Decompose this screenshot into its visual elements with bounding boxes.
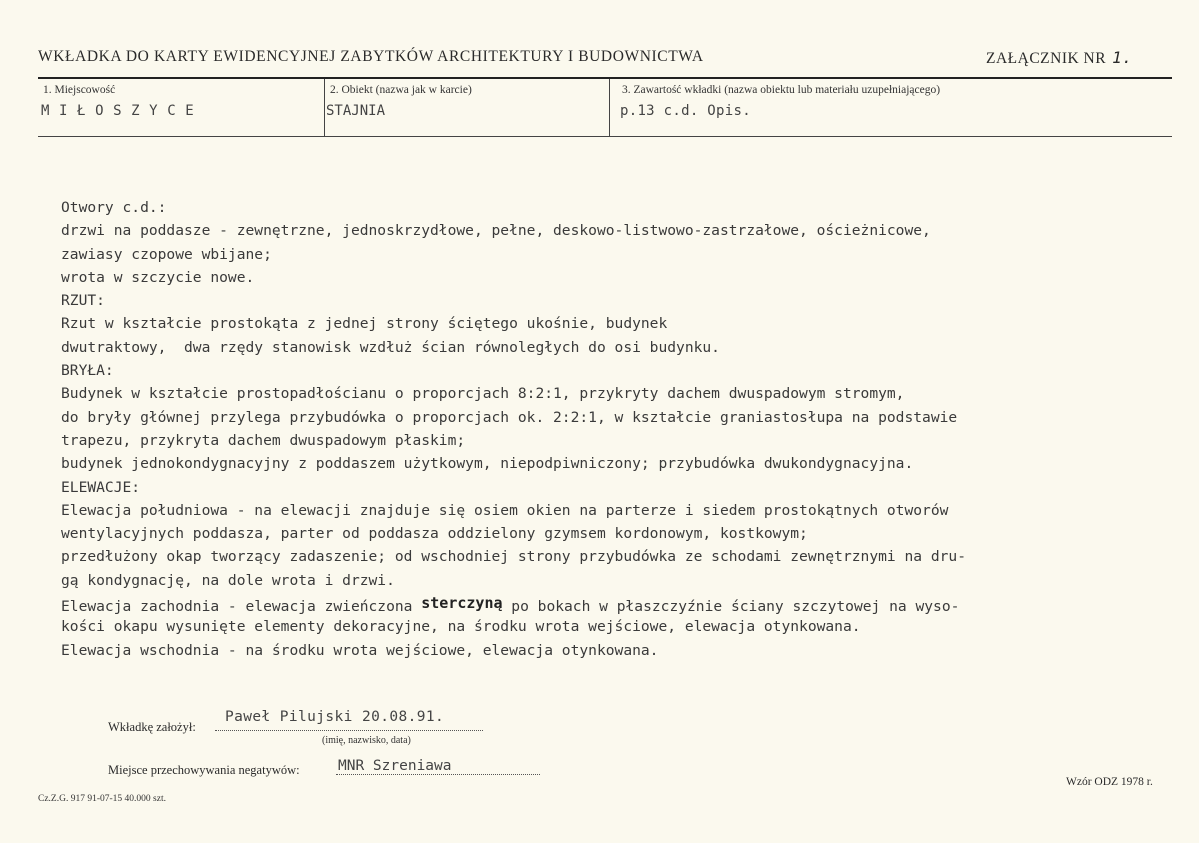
founder-dotted-line [215, 730, 483, 731]
form-title: WKŁADKA DO KARTY EWIDENCYJNEJ ZABYTKÓW ARCHITEKTURY I BUDOWNICTWA [38, 48, 704, 65]
insert-content-value: p.13 c.d. Opis. [620, 103, 751, 119]
description-text [61, 196, 966, 662]
description-line: budynek jednokondygnacyjny z poddaszem użytkowym, niepodpiwniczony; przybudówka dwukondygnacyjna. [61, 455, 914, 473]
founder-hint: (imię, nazwisko, data) [322, 735, 411, 746]
locality-value: MIŁOSZYCE [41, 103, 204, 119]
description-line: przedłużony okap tworzący zadaszenie; od wschodniej strony przybudówka ze schodami zewnętrznymi na dru- [61, 548, 966, 566]
description-fragment: Elewacja zachodnia - elewacja zwieńczona [61, 598, 422, 616]
description-line: wentylacyjnych poddasza, parter od poddasza oddzielony gzymsem kordonowym, kostkowym; [61, 525, 808, 543]
founder-label: Wkładkę założył: [108, 720, 196, 734]
description-line: trapezu, przykryta dachem dwuspadowym płaskim; [61, 431, 466, 449]
description-line: gą kondygnację, na dole wrota i drzwi. [61, 571, 395, 589]
description-line: wrota w szczycie nowe. [61, 268, 255, 286]
description-line [61, 592, 966, 615]
description-fragment: po bokach w płaszczyźnie ściany szczytowej na wyso- [502, 598, 960, 616]
description-line: drzwi na poddasze - zewnętrzne, jednoskrzydłowe, pełne, deskowo-listwowo-zastrzałowe, ościeżnicowe, [61, 222, 931, 240]
description-line: Otwory c.d.: [61, 199, 167, 216]
description-line: Elewacja wschodnia - na środku wrota wejściowe, elewacja otynkowana. [61, 641, 659, 659]
description-line: BRYŁA: [61, 362, 114, 380]
annex-label [986, 48, 1132, 68]
field-divider-2 [609, 79, 610, 136]
description-line: dwutraktowy, dwa rzędy stanowisk wzdłuż ścian równoległych do osi budynku. [61, 338, 720, 356]
object-value: STAJNIA [326, 103, 386, 119]
description-line: zawiasy czopowe wbijane; [61, 245, 272, 263]
description-line: kości okapu wysunięte elementy dekoracyjne, na środku wrota wejściowe, elewacja otynkowana. [61, 618, 861, 636]
print-code: Cz.Z.G. 917 91-07-15 40.000 szt. [38, 794, 166, 804]
description-line: ELEWACJE: [61, 478, 141, 496]
description-line: Elewacja południowa - na elewacji znajduje się osiem okien na parterze i siedem prostokątnych otworów [61, 501, 949, 519]
description-line: do bryły głównej przylega przybudówka o proporcjach ok. 2:2:1, w kształcie graniastosłupa na podstawie [61, 408, 958, 426]
insert-content-label: 3. Zawartość wkładki (nazwa obiektu lub materiału uzupełniającego) [622, 84, 941, 96]
form-model-note: Wzór ODZ 1978 r. [1066, 776, 1153, 788]
top-rule [38, 77, 1172, 79]
founder-value: Paweł Pilujski 20.08.91. [225, 709, 445, 725]
handwritten-correction: sterczyną [421, 594, 503, 613]
locality-label: 1. Miejscowość [43, 84, 116, 96]
storage-dotted-line [336, 774, 540, 775]
description-line: Rzut w kształcie prostokąta z jednej strony ściętego ukośnie, budynek [61, 315, 668, 333]
object-label: 2. Obiekt (nazwa jak w karcie) [330, 84, 472, 96]
description-line: Budynek w kształcie prostopadłościanu o proporcjach 8:2:1, przykryty dachem dwuspadowym stromym, [61, 385, 905, 403]
annex-label-text: ZAŁĄCZNIK NR [986, 50, 1107, 67]
storage-value: MNR Szreniawa [338, 758, 452, 774]
storage-label: Miejsce przechowywania negatywów: [108, 763, 300, 777]
description-line: RZUT: [61, 292, 105, 310]
field-divider-1 [324, 79, 325, 136]
annex-number: 1. [1112, 48, 1133, 67]
bottom-rule [38, 136, 1172, 137]
